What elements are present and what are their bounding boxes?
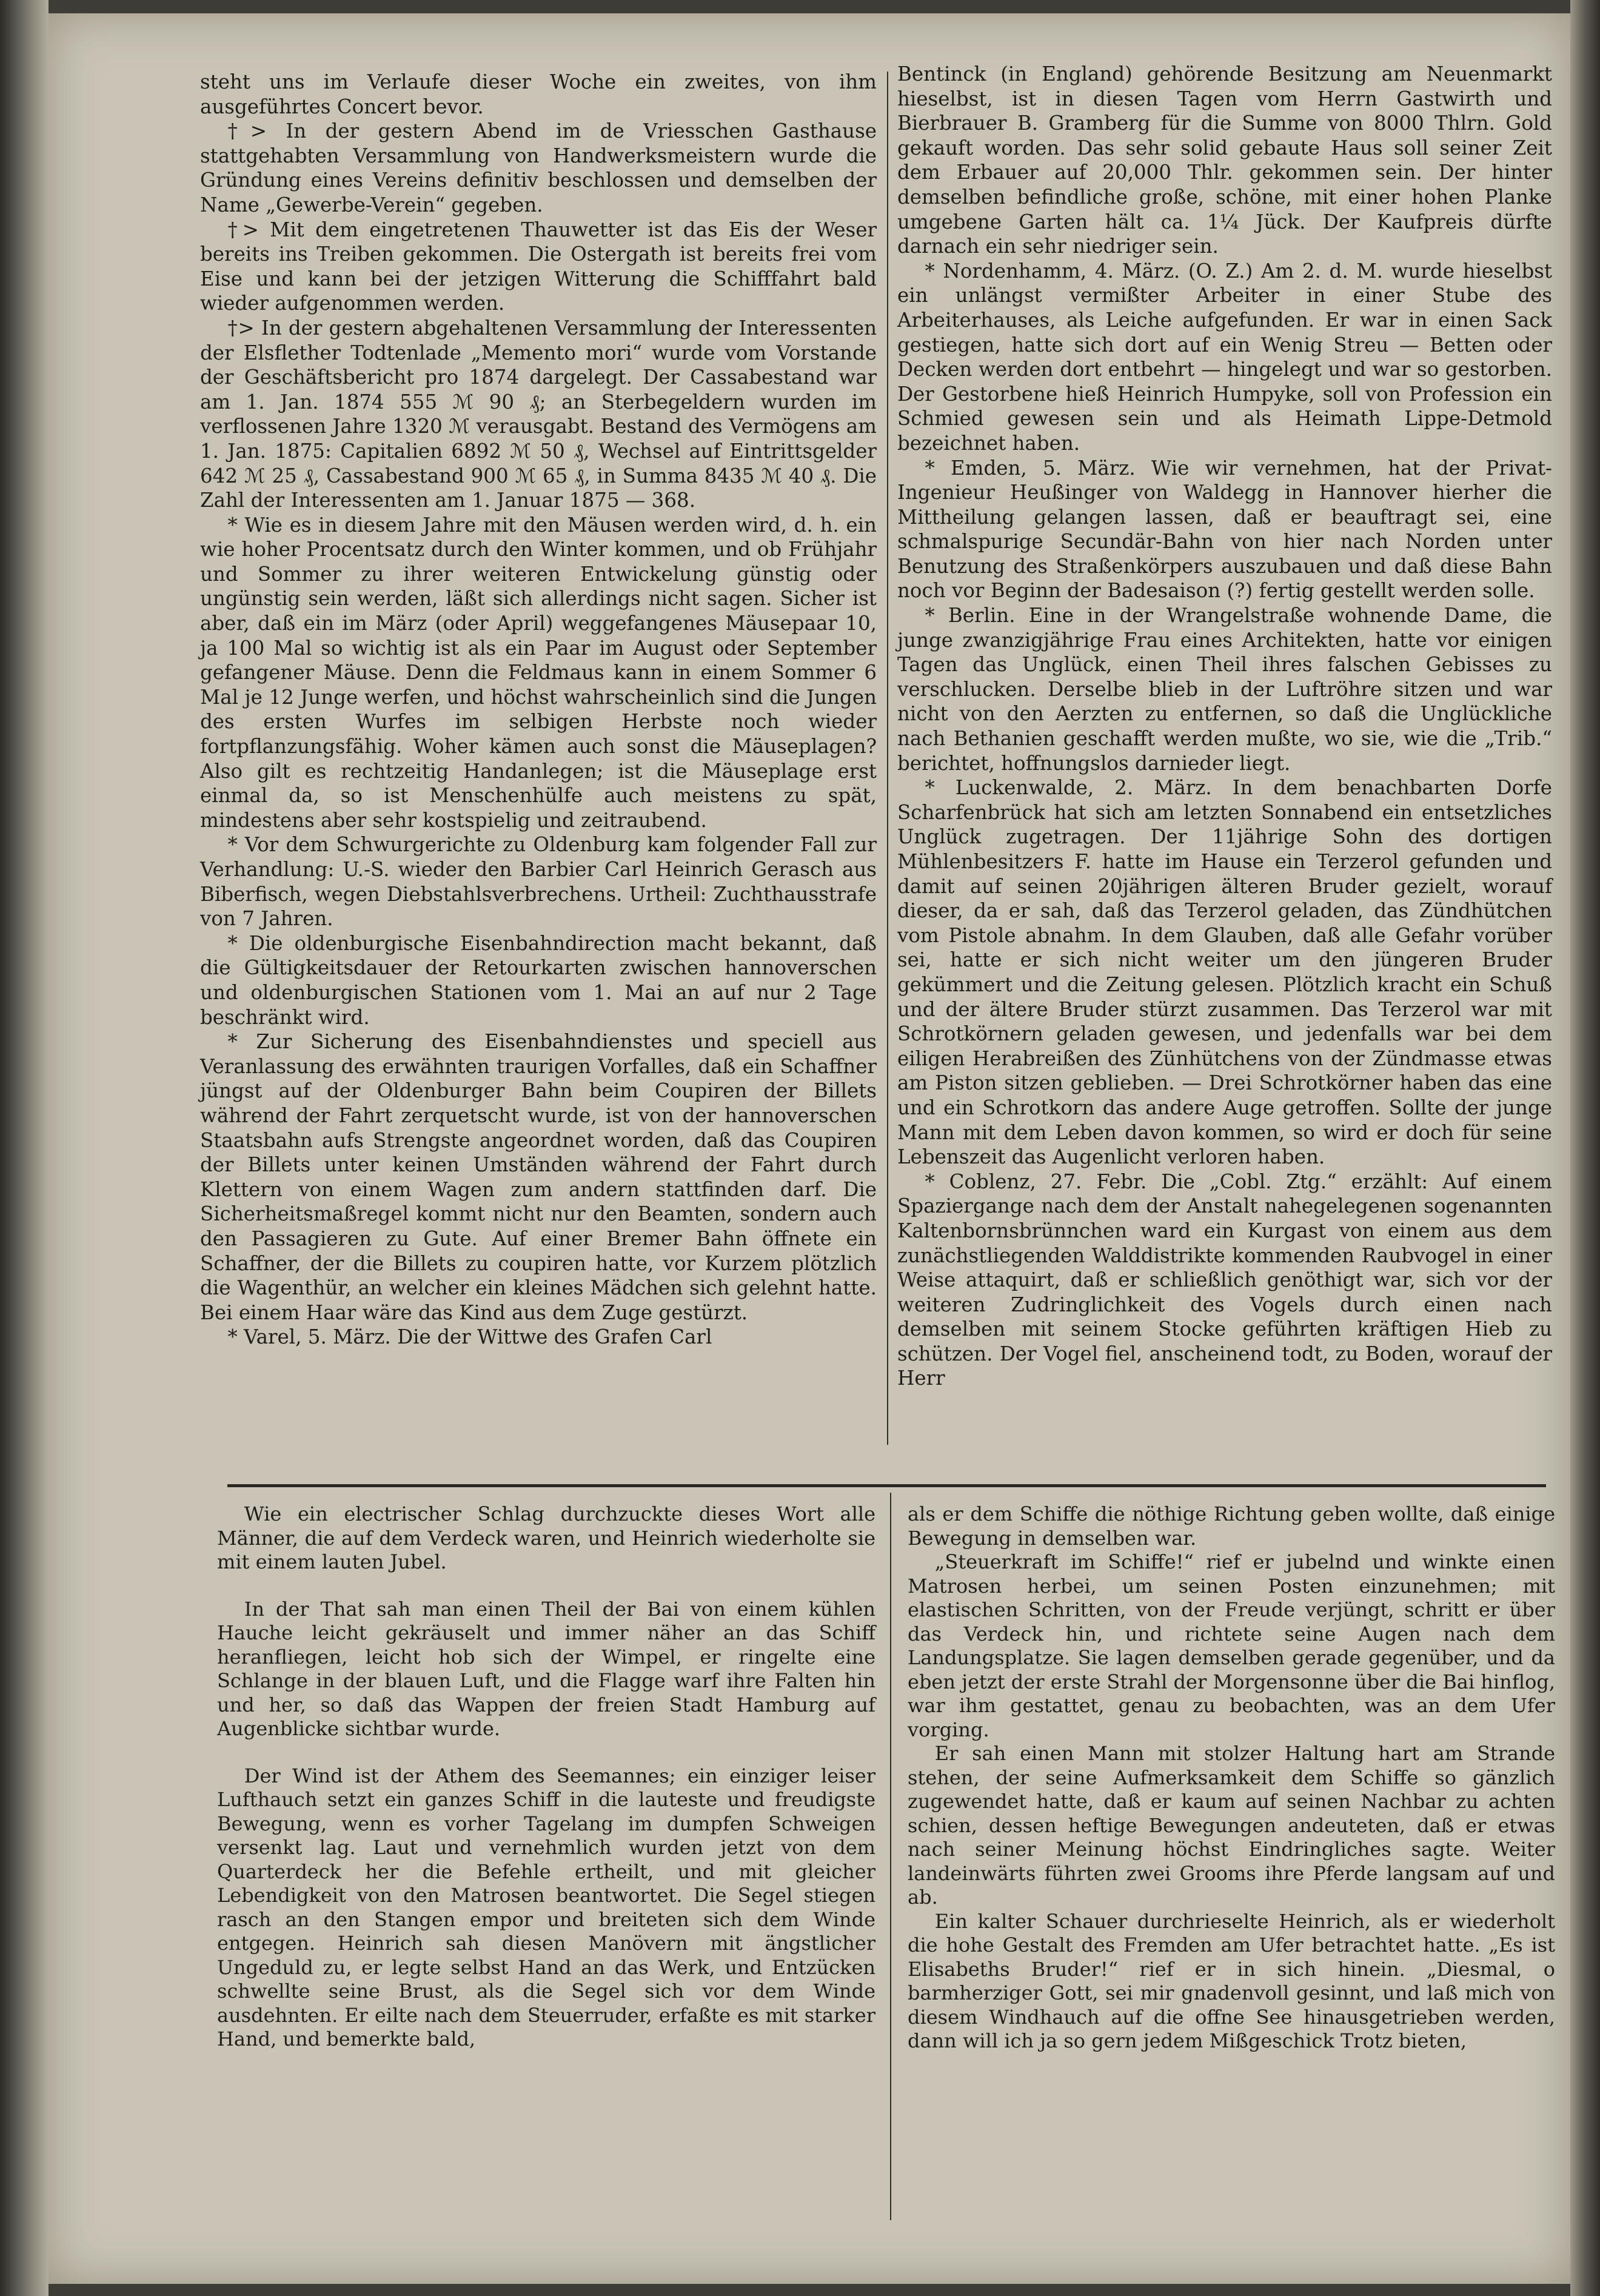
serial-story-paragraph: Ein kalter Schauer durchrieselte Heinrich, als er wiederholt die hohe Gestalt des Fremden am Ufer betrachtet hatte. „Es ist Elisabeths Bruder!“ rief er in sich hinein. „Diesmal, o barmherziger Gott, sei mir gnadenvoll gesinnt, und laß mich von diesem Windhauch auf die offne See hinausgetrieben werden, dann will ich ja so gern jedem Mißgeschick Trotz bieten, (908, 1909, 1555, 2052)
article-paragraph: * Berlin. Eine in der Wrangelstraße wohnende Dame, die junge zwanzigjährige Frau eines Architekten, hatte vor einigen Tagen das Unglück, einen Theil ihres falschen Gebisses zu verschlucken. Derselbe blieb in der Luftröhre sitzen und war nicht von den Aerzten zu entfernen, so daß die Unglückliche nach Bethanien geschafft werden mußte, wo sie, wie die „Trib.“ berichtet, hoffnungslos darnieder liegt. (897, 604, 1552, 775)
article-paragraph: †> In der gestern abgehaltenen Versammlung der Interessenten der Elsflether Todtenlade „Memento mori“ wurde vom Vorstande der Geschäftsbericht pro 1874 dargelegt. Der Cassabestand war am 1. Jan. 1874 555 ℳ 90 ₰; an Sterbegeldern wurden im verflossenen Jahre 1320 ℳ verausgabt. Bestand des Vermögens am 1. Jan. 1875: Capitalien 6892 ℳ 50 ₰, Wechsel auf Eintrittsgelder 642 ℳ 25 ₰, Cassabestand 900 ℳ 65 ₰, in Summa 8435 ℳ 40 ₰. Die Zahl der Interessenten am 1. Januar 1875 — 368. (200, 316, 877, 512)
article-paragraph: Bentinck (in England) gehörende Besitzung am Neuenmarkt hieselbst, ist in diesen Tagen vom Herrn Gastwirth und Bierbrauer B. Gramberg für die Summe von 8000 Thlrn. Gold gekauft worden. Das sehr solid gebaute Haus soll seiner Zeit dem Erbauer auf 20,000 Thlr. gekommen sein. Der hinter demselben befindliche große, schöne, mit einer hohen Planke umgebene Garten hält ca. 1¼ Jück. Der Kaufpreis dürfte darnach ein sehr niedriger sein. (897, 62, 1552, 258)
article-paragraph: steht uns im Verlaufe dieser Woche ein zweites, von ihm ausgeführtes Concert bevor. (200, 70, 877, 118)
article-paragraph: †> Mit dem eingetretenen Thauwetter ist das Eis der Weser bereits ins Treiben gekommen. Die Ostergath ist bereits frei vom Eise und kann bei der jetzigen Witterung die Schifffahrt bald wieder aufgenommen werden. (200, 218, 877, 315)
lower-right-column (908, 1502, 1555, 2053)
adjacent-page-edge (1570, 0, 1600, 2296)
article-paragraph: * Varel, 5. März. Die der Wittwe des Grafen Carl (227, 1325, 712, 1349)
serial-story-paragraph: „Steuerkraft im Schiffe!“ rief er jubelnd und winkte einen Matrosen herbei, um seinen Posten einzunehmen; mit elastischen Schritten, von der Freude verjüngt, schritt er über das Verdeck hin, und richtete seine Augen nach dem Landungsplatze. Sie lagen demselben gerade gegenüber, und da eben jetzt der erste Strahl der Morgensonne über die Bai hinflog, war ihm gestattet, genau zu beobachten, was an dem Ufer vorging. (908, 1550, 1555, 1741)
serial-story-paragraph: Wie ein electrischer Schlag durchzuckte dieses Wort alle Männer, die auf dem Verdeck waren, und Heinrich wiederholte sie mit einem lauten Jubel. (217, 1502, 875, 1573)
article-paragraph: * Zur Sicherung des Eisenbahndienstes und speciell aus Veranlassung des erwähnten traurigen Vorfalles, daß ein Schaffner jüngst auf der Oldenburger Bahn beim Coupiren der Billets während der Fahrt zerquetscht wurde, ist von der hannoverschen Staatsbahn aufs Strengste angeordnet worden, daß das Coupiren der Billets unter keinen Umständen während der Fahrt durch Klettern von einem Wagen zum andern stattfinden darf. Die Sicherheitsmaßregel kommt nicht nur den Beamten, sondern auch den Passagieren zu Gute. Auf einer Bremer Bahn öffnete ein Schaffner, der die Billets zu coupiren hatte, vor Kurzem plötzlich die Wagenthür, an welcher ein kleines Mädchen sich gelehnt hatte. Bei einem Haar wäre das Kind aus dem Zuge gestürzt. (200, 1030, 877, 1324)
article-paragraph: * Emden, 5. März. Wie wir vernehmen, hat der Privat-Ingenieur Heußinger von Waldegg in Hannover hierher die Mittheilung gelangen lassen, daß er beauftragt sei, eine schmalspurige Secundär-Bahn von hier nach Norden unter Benutzung des Straßenkörpers auszubauen und daß diese Bahn noch vor Beginn der Badesaison (?) fertig gestellt werden solle. (897, 456, 1552, 603)
lower-left-column (217, 1502, 875, 2052)
feuilleton-separator-rule (227, 1484, 1546, 1487)
upper-right-column (897, 62, 1552, 1391)
book-spine (0, 0, 49, 2296)
serial-story-paragraph: Er sah einen Mann mit stolzer Haltung hart am Strande stehen, der seine Aufmerksamkeit dem Schiffe so gänzlich zugewendet hatte, daß er kaum auf seinen Nachbar zu achten schien, dessen heftige Bewegungen andeuteten, daß er etwas nach seiner Meinung höchst Eindringliches sagte. Weiter landeinwärts führten zwei Grooms ihre Pferde langsam auf und ab. (908, 1742, 1555, 1909)
article-paragraph: * Wie es in diesem Jahre mit den Mäusen werden wird, d. h. ein wie hoher Procentsatz durch den Winter kommen, und ob Frühjahr und Sommer zu ihrer weiteren Entwickelung günstig oder ungünstig sein werden, läßt sich allerdings nicht sagen. Sicher ist aber, daß ein im März (oder April) weggefangenes Mäusepaar 10, ja 100 Mal so wichtig ist als ein Paar im August oder September gefangener Mäuse. Denn die Feldmaus kann in einem Sommer 6 Mal je 12 Junge werfen, und höchst wahrscheinlich sind die Jungen des ersten Wurfes im selbigen Herbste noch wieder fortpflanzungsfähig. Woher kämen auch sonst die Mäuseplagen? Also gilt es rechtzeitig Handanlegen; ist die Mäuseplage erst einmal da, so ist Menschenhülfe auch meistens zu spät, mindestens aber sehr kostspielig und zeitraubend. (200, 513, 877, 832)
article-paragraph: * Die oldenburgische Eisenbahndirection macht bekannt, daß die Gültigkeitsdauer der Retourkarten zwischen hannoverschen und oldenburgischen Stationen vom 1. Mai an auf nur 2 Tage beschränkt wird. (200, 931, 877, 1029)
article-paragraph: * Nordenhamm, 4. März. (O. Z.) Am 2. d. M. wurde hieselbst ein unlängst vermißter Arbeiter in einer Stube des Arbeiterhauses, als Leiche aufgefunden. Er war in einen Sack gestiegen, hatte sich dort auf ein Wenig Streu — Betten oder Decken werden dort entbehrt — hingelegt und war so gestorben. Der Gestorbene hieß Heinrich Humpyke, soll von Profession ein Schmied gewesen sein und als Heimath Lippe-Detmold bezeichnet haben. (897, 259, 1552, 455)
serial-story-paragraph: als er dem Schiffe die nöthige Richtung geben wollte, daß einige Bewegung in demselben war. (908, 1502, 1555, 1550)
article-paragraph: †> In der gestern Abend im de Vriesschen Gasthause stattgehabten Versammlung von Handwerksmeistern wurde die Gründung eines Vereins definitiv beschlossen und demselben der Name „Gewerbe-Verein“ gegeben. (200, 119, 877, 216)
serial-story-paragraph: Der Wind ist der Athem des Seemannes; ein einziger leiser Lufthauch setzt ein ganzes Schiff in die lauteste und freudigste Bewegung, wenn es vorher Tagelang im dumpfen Schweigen versenkt lag. Laut und vernehmlich wurden jetzt von dem Quarterdeck her die Befehle ertheilt, und mit gleicher Lebendigkeit von den Matrosen beantwortet. Die Segel stiegen rasch an den Stangen empor und breiteten sich dem Winde entgegen. Heinrich sah diesen Manövern mit ängstlicher Ungeduld zu, er legte selbst Hand an das Werk, und Entzücken schwellte seine Brust, als die Segel sich vor dem Winde ausdehnten. Er eilte nach dem Steuerruder, erfaßte es mit starker Hand, und bemerkte bald, (217, 1764, 875, 2050)
article-paragraph: * Coblenz, 27. Febr. Die „Cobl. Ztg.“ erzählt: Auf einem Spaziergange nach dem der Anstalt nahegelegenen sogenannten Kaltenbornsbrünnchen ward ein Kurgast von einem aus dem zunächstliegenden Walddistrikte kommenden Raubvogel in einer Weise attaquirt, daß er schließlich genöthigt war, sich vor der weiteren Zudringlichkeit des Vogels durch einen nach demselben mit seinem Stocke geführten kräftigen Hieb zu schützen. Der Vogel fiel, anscheinend todt, zu Boden, worauf der Herr (897, 1170, 1552, 1390)
serial-story-paragraph: In der That sah man einen Theil der Bai von einem kühlen Hauche leicht gekräuselt und immer näher an das Schiff heranfliegen, leicht hob sich der Wimpel, er ringelte eine Schlange in der blauen Luft, und die Flagge warf ihre Falten hin und her, so daß das Wappen der freien Stadt Hamburg auf Augenblicke sichtbar wurde. (217, 1597, 875, 1740)
article-paragraph: * Luckenwalde, 2. März. In dem benachbarten Dorfe Scharfenbrück hat sich am letzten Sonnabend ein entsetzliches Unglück zugetragen. Der 11jährige Sohn des dortigen Mühlenbesitzers F. hatte im Hause ein Terzerol gefunden und damit auf seinen 20jährigen älteren Bruder gezielt, worauf dieser, da er sah, daß das Terzerol geladen, das Zündhütchen vom Pistole abnahm. In dem Glauben, daß alle Gefahr vorüber sei, hatte er sich nicht weiter um den jüngeren Bruder gekümmert und die Zeitung gelesen. Plötzlich kracht ein Schuß und der ältere Bruder stürzt zusammen. Das Terzerol war mit Schrotkörnern geladen gewesen, und jedenfalls war bei dem eiligen Herabreißen des Zünhütchens von der Zündmasse etwas am Piston sitzen geblieben. — Drei Schrotkörner haben das eine und ein Schrotkorn das andere Auge getroffen. Sollte der junge Mann mit dem Leben davon kommen, so wird er doch für seine Lebenszeit das Augenlicht verloren haben. (897, 776, 1552, 1169)
upper-left-column (200, 70, 877, 1350)
column-divider (890, 1493, 891, 2220)
article-paragraph: * Vor dem Schwurgerichte zu Oldenburg kam folgender Fall zur Verhandlung: U.-S. wieder den Barbier Carl Heinrich Gerasch aus Biberfisch, wegen Diebstahlsverbrechens. Urtheil: Zuchthausstrafe von 7 Jahren. (200, 833, 877, 931)
column-divider (887, 72, 888, 1445)
